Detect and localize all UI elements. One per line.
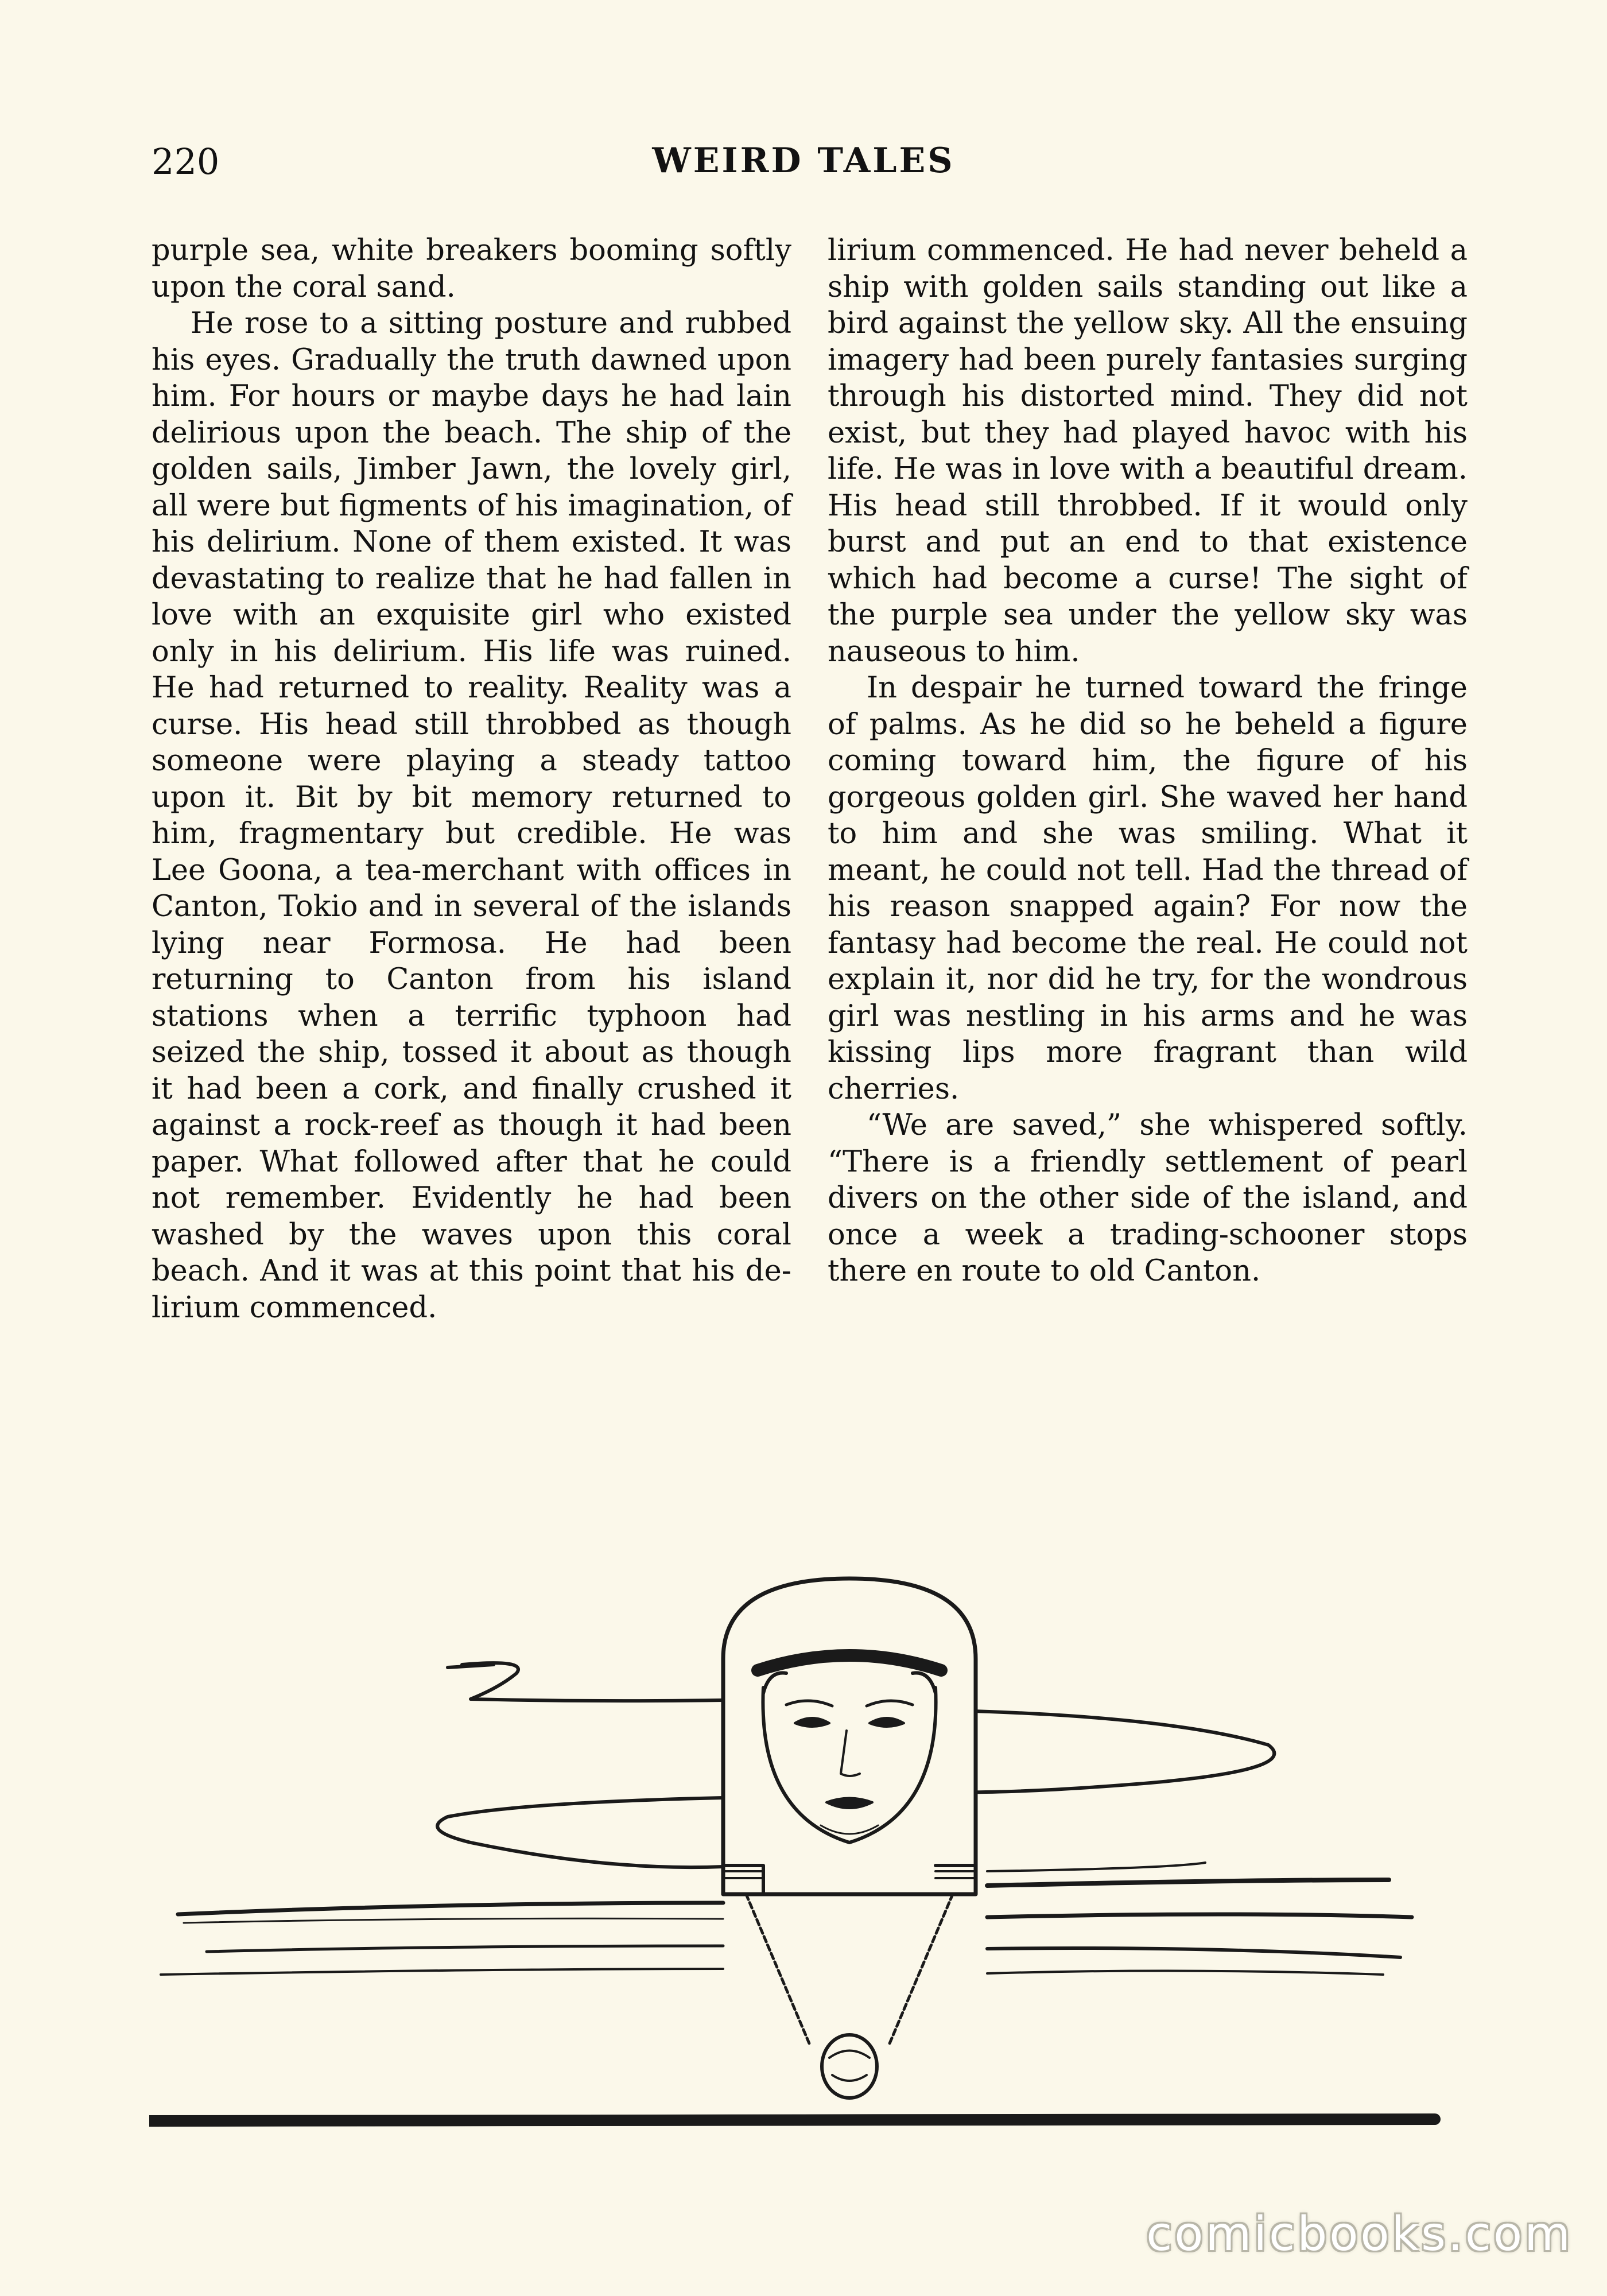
swirl-line: [462, 1663, 723, 1701]
page-header: [0, 141, 1607, 187]
swirl-line: [987, 1948, 1400, 1957]
swirl-line: [987, 1914, 1412, 1917]
eye: [795, 1718, 829, 1727]
swirl-line: [448, 1665, 494, 1667]
headdress: [723, 1578, 976, 1894]
necklace: [890, 1894, 953, 2043]
paragraph: In despair he turned toward the fringe of palms. As he did so he beheld a figure coming toward him, the figure of his gorgeous golden girl. She waved her hand to him and she was smiling. What it meant, he could not tell. Had the thread of his reason snapped again? For now the fantasy had become the real. He could not explain it, nor did he try, for the wondrous girl was nestling in his arms and he was kissing lips more fragrant than wild cherries.: [828, 671, 1468, 1106]
scarab-pendant: [822, 2035, 877, 2098]
running-title: WEIRD TALES: [652, 141, 955, 181]
tailpiece-illustration: [149, 1573, 1458, 2158]
left-column: [152, 232, 791, 1326]
swirl-line: [184, 1918, 723, 1923]
right-column: [828, 232, 1468, 1290]
swirl-line: [178, 1903, 723, 1914]
scarab-detail: [829, 2051, 870, 2081]
paragraph: “We are saved,” she whispered softly. “There is a friendly settlement of pearl divers on the other side of the island, and once a week a trading-schooner stops there en route to old Canton.: [828, 1108, 1468, 1288]
necklace: [746, 1894, 809, 2043]
paragraph: lirium commenced. He had never beheld a ship with golden sails standing out like a bird against the yellow sky. All the ensuing imagery had been purely fantasies surging through his distorted mind. They did not exist, but they had played havoc with his life. He was in love with a beautiful dream. His head still throbbed. If it would only burst and put an end to that existence which had become a curse! The sight of the purple sea under the yellow sky was nauseous to him.: [828, 234, 1468, 669]
eye: [870, 1718, 904, 1727]
page-number: 220: [152, 141, 220, 183]
bottom-rule: [149, 2119, 1435, 2121]
swirl-line: [987, 1863, 1205, 1871]
watermark: comicbooks.com: [1146, 2207, 1573, 2262]
swirl-line: [161, 1969, 723, 1975]
swirl-line: [987, 1971, 1383, 1975]
swirl-line: [207, 1946, 723, 1952]
paragraph: He rose to a sitting posture and rubbed his eyes. Gradually the truth dawned upon him. For hours or maybe days he had lain delirious upon the beach. The ship of the golden sails, Jimber Jawn, the lovely girl, all were but figments of his imagination, of his delirium. None of them existed. It was devastating to realize that he had fallen in love with an exquisite girl who existed only in his delirium. His life was ruined. He had returned to reality. Reality was a curse. His head still throbbed as though someone were playing a steady tattoo upon it. Bit by bit memory returned to him, fragmentary but credible. He was Lee Goona, a tea-merchant with offices in Canton, Tokio and in several of the islands lying near Formosa. He had been returning to Canton from his island stations when a terrific typhoon had seized the ship, tossed it about as though it had been a cork, and finally crushed it against a rock-reef as though it had been paper. What followed after that he could not remember. Evidently he had been washed by the waves upon this coral beach. And it was at this point that his delirium commenced.: [152, 307, 791, 1325]
swirl-line: [987, 1880, 1389, 1886]
paragraph: purple sea, white breakers booming softly upon the coral sand.: [152, 234, 791, 304]
swirl-line: [437, 1798, 723, 1867]
